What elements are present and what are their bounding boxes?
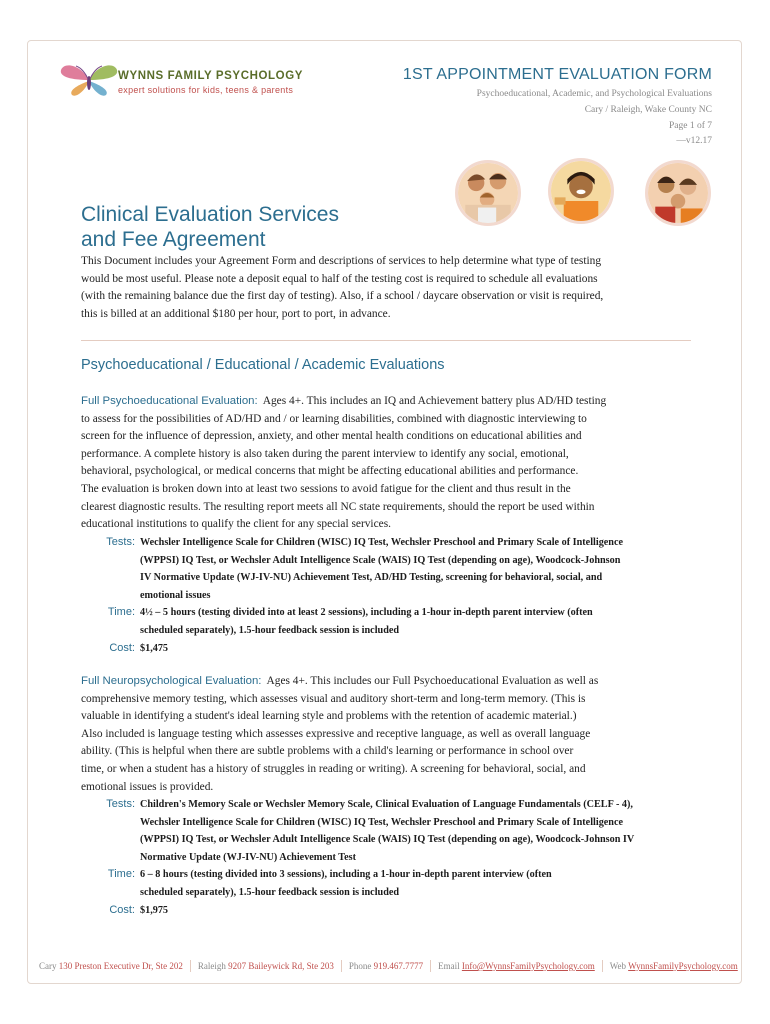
eval2-line: time, or when a student has a history of struggles in reading or writing). A screening for behavioral, social, and [81,762,586,775]
brand-name: WYNNS FAMILY PSYCHOLOGY [118,70,304,82]
page-title [81,202,339,252]
tests-line: Wechsler Intelligence Scale for Children (WISC) IQ Test, Wechsler Preschool and Primary Scale of Intelligence [140,816,624,828]
intro-line: (with the remaining balance due the first day of testing). Also, if a school / daycare observation or visit is required, [81,290,604,303]
time-label: Time: [107,606,135,619]
page-title-line1: Clinical Evaluation Services [81,203,339,226]
form-title: 1ST APPOINTMENT EVALUATION FORM [402,66,712,83]
eval2-lead: Full Neuropsychological Evaluation: [81,675,262,687]
eval1-line: behavioral, psychological, or medical concerns that might be affecting educational abilities and performance. [81,465,579,478]
time-line: scheduled separately), 1.5-hour feedback session is included [140,624,400,636]
footer-raleigh-label: Raleigh [197,961,226,971]
footer-email-label: Email [438,961,460,971]
footer-web [603,960,738,972]
child-photo [548,158,614,224]
teens-photo [645,160,711,226]
footer-web-link[interactable]: WynnsFamilyPsychology.com [628,961,738,971]
cost-label: Cost: [109,641,135,654]
brand-tagline: expert solutions for kids, teens & parents [118,85,294,95]
intro-paragraph [81,253,691,323]
eval2-details [81,796,701,919]
section-divider [81,340,691,341]
eval2-line: Ages 4+. This includes our Full Psychoeducational Evaluation as well as [266,675,599,687]
eval1-line: screen for the influence of depression, anxiety, and other mental health conditions on educational abilities and [81,430,582,443]
eval2-description [81,673,691,796]
eval1-line: The evaluation is broken down into at least two sessions to avoid fatigue for the client and thus result in the [81,482,571,495]
tests-line: Wechsler Intelligence Scale for Children (WISC) IQ Test, Wechsler Preschool and Primary Scale of Intelligence [140,537,624,548]
eval1-line: clearest diagnostic results. The resulting report meets all NC state requirements, should the report be used within [81,500,595,513]
form-location: Cary / Raleigh, Wake County NC [584,105,712,115]
footer-phone [342,960,431,972]
eval1-line: to assess for the possibilities of AD/HD and / or learning disabilities, combined with diagnostic interviewing to [81,412,587,425]
family-photo [455,160,521,226]
intro-line: this is billed at an additional $180 per hour, port to port, in advance. [81,307,391,320]
eval1-lead: Full Psychoeducational Evaluation: [81,395,258,407]
footer-cary-address: 130 Preston Executive Dr, Ste 202 [58,961,183,971]
eval1-line: educational institutions to qualify the client for any special services. [81,518,391,531]
footer-email-link[interactable]: Info@WynnsFamilyPsychology.com [461,961,595,971]
intro-line: would be most useful. Please note a deposit equal to half of the testing cost is required to schedule all evaluations [81,272,598,285]
butterfly-logo-icon [58,60,120,98]
eval2-line: comprehensive memory testing, which assesses visual and auditory short-term and long-term memory. (This is [81,692,586,705]
tests-line: IV Normative Update (WJ-IV-NU) Achievement Test, AD/HD Testing, screening for behavioral, social, and [140,572,603,584]
footer [39,960,738,972]
eval2-line: valuable in identifying a student's ideal learning style and problems with the retention of academic material.) [81,710,577,723]
eval1-description [81,393,691,534]
tests-label: Tests: [106,798,135,810]
eval1-details [81,534,701,657]
eval2-line: Also included is language testing which assesses expressive and receptive language, as well as overall language [81,727,591,740]
time-line: 6 – 8 hours (testing divided into 3 sessions), including a 1-hour in-depth parent interview (often [140,869,552,881]
tests-label: Tests: [106,536,135,548]
section-title: Psychoeducational / Educational / Academic Evaluations [81,357,445,373]
time-line: 4½ – 5 hours (testing divided into at least 2 sessions), including a 1-hour in-depth parent interview (often [140,607,593,619]
cost-value: $1,975 [140,904,169,916]
tests-line: Children's Memory Scale or Wechsler Memory Scale, Clinical Evaluation of Language Fundamentals (CELF - 4), [140,799,633,810]
footer-email [431,960,603,972]
eval2-line: emotional issues is provided. [81,780,214,793]
tests-line: (WPPSI) IQ Test, or Wechsler Adult Intelligence Scale (WAIS) IQ Test (depending on age), Woodcock-Johnson IV [140,834,635,846]
tests-line: emotional issues [140,589,211,601]
eval1-line: performance. A complete history is also taken during the parent interview to identify any social, emotional, [81,447,569,460]
footer-phone-label: Phone [348,961,372,971]
footer-phone-number: 919.467.7777 [373,961,424,971]
footer-web-label: Web [609,961,627,971]
eval1-line: Ages 4+. This includes an IQ and Achievement battery plus AD/HD testing [262,395,607,407]
tests-line: (WPPSI) IQ Test, or Wechsler Adult Intelligence Scale (WAIS) IQ Test (depending on age), Woodcock-Johnson [140,554,621,566]
footer-raleigh [191,960,342,972]
page-title-line2: and Fee Agreement [81,228,266,251]
eval2-line: ability. (This is helpful when there are subtle problems with a child's learning or performance in school over [81,745,574,758]
cost-value: $1,475 [140,642,169,654]
footer-cary-label: Cary [39,961,57,971]
version: —v12.17 [676,136,712,146]
footer-raleigh-address: 9207 Baileywick Rd, Ste 203 [228,961,334,971]
page-number: Page 1 of 7 [668,121,712,131]
footer-cary [39,960,191,972]
form-subtitle: Psychoeducational, Academic, and Psychological Evaluations [476,89,712,99]
time-label: Time: [107,868,135,881]
time-line: scheduled separately), 1.5-hour feedback session is included [140,886,400,898]
cost-label: Cost: [109,903,135,916]
tests-line: Normative Update (WJ-IV-NU) Achievement Test [140,851,356,863]
intro-line: This Document includes your Agreement Form and descriptions of services to help determine what type of testing [81,255,602,267]
